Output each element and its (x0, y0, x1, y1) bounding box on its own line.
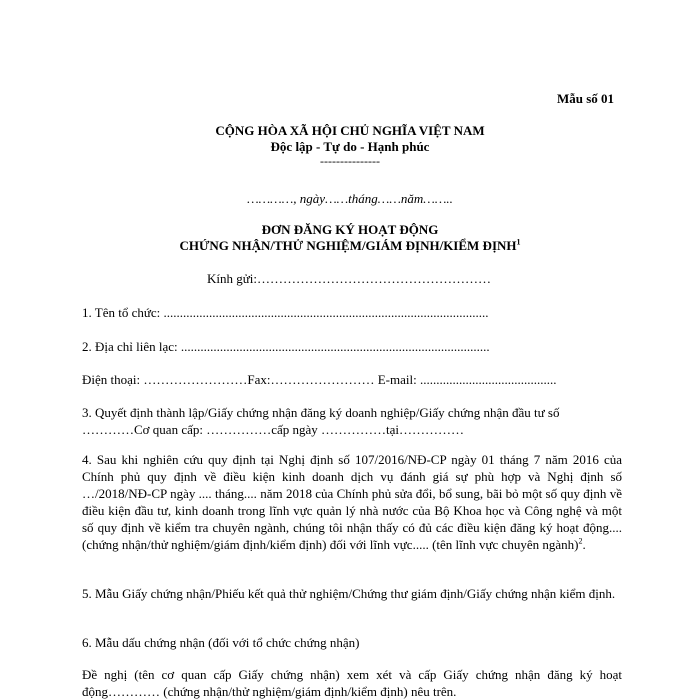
request-paragraph: Đề nghị (tên cơ quan cấp Giấy chứng nhận) xem xét và cấp Giấy chứng nhận đăng ký hoạt động………… (chứng nhận/thử nghiệm/giám định/kiểm định) nêu trên. (82, 667, 622, 699)
section-4-paragraph: 4. Sau khi nghiên cứu quy định tại Nghị định số 107/2016/NĐ-CP ngày 01 tháng 7 năm 2016 của Chính phủ quy định về điều kiện kinh doanh dịch vụ đánh giá sự phù hợp và Nghị định số …/2018/NĐ-CP ngày .... tháng.... năm 2018 của Chính phủ sửa đổi, bổ sung, bãi bỏ một số quy định về điều kiện đầu tư, kinh doanh trong lĩnh vực quản lý nhà nước của Bộ Khoa học và Công nghệ và một số quy định về kiểm tra chuyên ngành, chúng tôi nhận thấy có đủ các điều kiện đăng ký hoạt động.... (chứng nhận/thử nghiệm/giám định/kiểm định) đối với lĩnh vực..... (tên lĩnh vực chuyên ngành)$^2$. (82, 452, 622, 552)
form-number: Mẫu số 01 (557, 91, 615, 106)
title-footnote-marker: 1 (516, 237, 521, 247)
contact-field: Điện thoại: ……………………Fax:…………………… E-mail: .......................................... (82, 372, 557, 387)
motto: Độc lập - Tự do - Hạnh phúc (270, 139, 430, 154)
recipient-line: Kính gửi:……………………………………………… (207, 271, 492, 286)
header-separator: --------------- (320, 154, 380, 168)
section-3-line-1: 3. Quyết định thành lập/Giấy chứng nhận đăng ký doanh nghiệp/Giấy chứng nhận đầu tư số (82, 405, 560, 420)
address-field: 2. Địa chỉ liên lạc: ............................................................................................... (82, 339, 490, 354)
country-heading: CỘNG HÒA XÃ HỘI CHỦ NGHĨA VIỆT NAM (215, 123, 485, 138)
date-line: …………, ngày……tháng……năm…….. (247, 191, 453, 206)
title-line-1: ĐƠN ĐĂNG KÝ HOẠT ĐỘNG (261, 222, 439, 237)
title-line-2: CHỨNG NHẬN/THỬ NGHIỆM/GIÁM ĐỊNH/KIỂM ĐỊNH$^1$ (179, 237, 521, 253)
section-6-paragraph: 6. Mẫu dấu chứng nhận (đối với tổ chức chứng nhận) (82, 635, 360, 650)
org-name-field: 1. Tên tổ chức: .................................................................................................... (82, 305, 489, 320)
section-5-paragraph: 5. Mẫu Giấy chứng nhận/Phiếu kết quả thử nghiệm/Chứng thư giám định/Giấy chứng nhận kiểm định. (82, 586, 616, 601)
section-4-footnote-marker: 2 (578, 536, 583, 546)
section-3-line-2: …………Cơ quan cấp: ……………cấp ngày ……………tại…………… (82, 422, 465, 437)
